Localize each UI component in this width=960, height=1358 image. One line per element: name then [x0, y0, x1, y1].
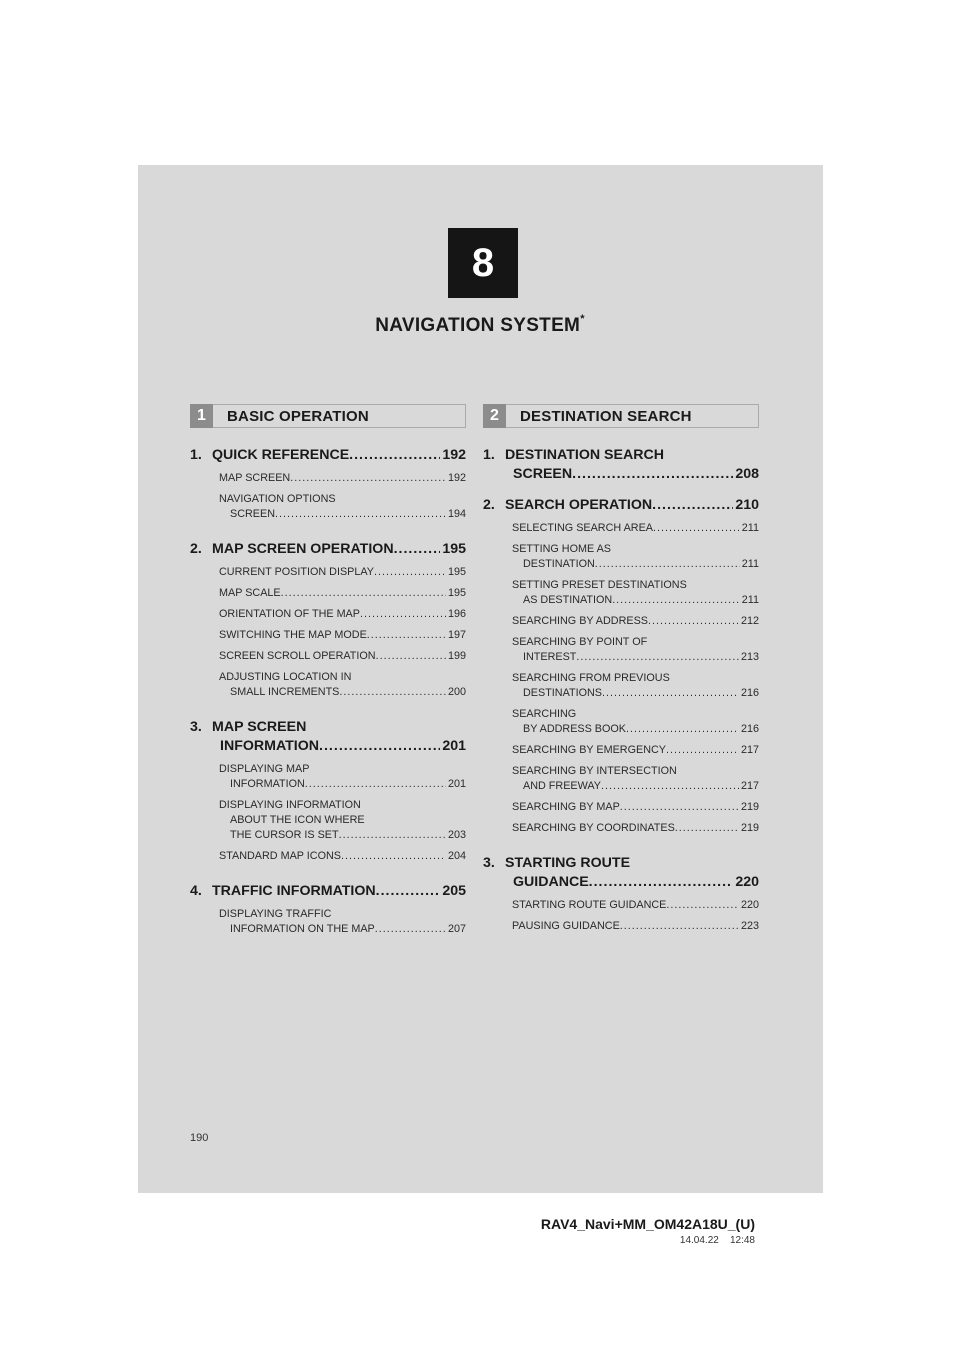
toc-sub-title: CURRENT POSITION DISPLAY	[219, 566, 374, 578]
toc-sub-entry[interactable]	[512, 898, 759, 913]
toc-sub-entry[interactable]	[512, 800, 759, 815]
leader-dots	[666, 898, 739, 913]
toc-page-number: 192	[442, 447, 466, 463]
leader-dots	[653, 521, 740, 536]
leader-dots	[612, 593, 740, 608]
toc-chapter-line	[190, 882, 466, 901]
chapter-number: 8	[471, 240, 495, 285]
toc-sub-entry[interactable]	[219, 762, 466, 792]
toc-sub-entry[interactable]	[512, 764, 759, 794]
toc-sub-line	[512, 764, 759, 779]
toc-chapter-line	[190, 718, 466, 737]
toc-sub-line	[219, 628, 466, 643]
toc-page-number: 196	[447, 608, 466, 620]
toc-page-number: 207	[447, 923, 466, 935]
leader-dots	[360, 607, 446, 622]
toc-page-number: 217	[740, 780, 759, 792]
toc-chapter-number: 1.	[483, 447, 495, 463]
toc-sub-entry[interactable]	[512, 542, 759, 572]
toc-sub-title: SEARCHING BY INTERSECTION	[512, 765, 677, 777]
toc-sub-list	[219, 762, 466, 864]
leader-dots	[376, 649, 446, 664]
toc-sub-title: SEARCHING BY EMERGENCY	[512, 744, 666, 756]
toc-chapter-title: QUICK REFERENCE	[212, 447, 350, 463]
toc-chapter-line	[483, 854, 759, 873]
toc-chapter-number: 4.	[190, 883, 202, 899]
toc-page-number: 195	[442, 541, 466, 557]
toc-sub-line	[219, 777, 466, 792]
footer-date-value: 14.04.22	[679, 1235, 719, 1246]
toc-sub-line	[512, 521, 759, 536]
toc-page-number: 223	[740, 920, 759, 932]
leader-dots	[589, 873, 734, 892]
toc-page-number: 220	[740, 899, 759, 911]
toc-page-number: 211	[741, 522, 759, 534]
toc-sub-line	[512, 635, 759, 650]
toc-sub-title: DISPLAYING TRAFFIC	[219, 908, 332, 920]
toc-sub-title: SEARCHING BY POINT OF	[512, 636, 648, 648]
toc-sub-title: AS DESTINATION	[523, 594, 613, 606]
toc-sub-title: MAP SCREEN	[219, 472, 291, 484]
leader-dots	[376, 882, 441, 901]
leader-dots	[576, 650, 739, 665]
leader-dots	[652, 496, 733, 515]
toc-sub-entry[interactable]	[512, 635, 759, 665]
chapter-number-box	[448, 228, 518, 298]
toc-sub-line	[219, 565, 466, 580]
toc-page-number: 211	[741, 558, 759, 570]
leader-dots	[341, 849, 446, 864]
toc-sub-line	[512, 898, 759, 913]
toc-page-number: 203	[447, 829, 466, 841]
leader-dots	[281, 586, 446, 601]
toc-sub-line	[512, 722, 759, 737]
toc-sub-title: PAUSING GUIDANCE	[512, 920, 620, 932]
toc-sub-title: DISPLAYING MAP	[219, 763, 310, 775]
section-number: 2	[483, 404, 506, 428]
leader-dots	[602, 686, 739, 701]
footer-date	[0, 1235, 755, 1246]
toc-sub-title: INTEREST	[523, 651, 577, 663]
toc-page-number: 201	[442, 738, 466, 754]
toc-sub-line	[219, 798, 466, 813]
toc-sub-title: ABOUT THE ICON WHERE	[230, 814, 365, 826]
toc-sub-line	[219, 471, 466, 486]
leader-dots	[290, 471, 446, 486]
leader-dots	[275, 507, 446, 522]
chapter-title	[0, 315, 960, 337]
chapter-title-text: NAVIGATION SYSTEM	[375, 315, 581, 336]
toc-list	[190, 446, 466, 937]
toc-page-number: 194	[447, 508, 466, 520]
toc-chapter-title: STARTING ROUTE	[505, 855, 631, 871]
leader-dots	[666, 743, 739, 758]
toc-sub-entry[interactable]	[219, 492, 466, 522]
leader-dots	[675, 821, 739, 836]
toc-sub-line	[512, 578, 759, 593]
section-header	[483, 404, 759, 428]
toc-sub-list	[219, 907, 466, 937]
leader-dots	[601, 779, 739, 794]
toc-chapter-entry[interactable]	[190, 540, 466, 559]
toc-page-number: 216	[740, 723, 759, 735]
leader-dots	[374, 565, 446, 580]
toc-sub-title: SWITCHING THE MAP MODE	[219, 629, 367, 641]
toc-chapter-title: GUIDANCE	[513, 874, 589, 890]
toc-chapter-line	[483, 873, 759, 892]
toc-page-number: 219	[740, 801, 759, 813]
section-number: 1	[190, 404, 213, 428]
section-column-destination-search	[483, 404, 759, 952]
footer-code: RAV4_Navi+MM_OM42A18U_(U)	[540, 1216, 755, 1232]
toc-sub-title: NAVIGATION OPTIONS	[219, 493, 336, 505]
toc-sub-title: MAP SCALE	[219, 587, 281, 599]
section-title: BASIC OPERATION	[227, 407, 369, 425]
toc-page-number: 217	[740, 744, 759, 756]
section-title: DESTINATION SEARCH	[520, 407, 692, 425]
toc-sub-line	[512, 614, 759, 629]
toc-page-number: 211	[741, 594, 759, 606]
toc-page-number: 195	[447, 587, 466, 599]
toc-sub-entry[interactable]	[512, 521, 759, 536]
toc-page-number: 192	[447, 472, 466, 484]
toc-sub-title: SEARCHING BY MAP	[512, 801, 620, 813]
toc-chapter-entry[interactable]	[483, 446, 759, 484]
toc-sub-title: DESTINATIONS	[523, 687, 602, 699]
toc-sub-list	[512, 521, 759, 836]
section-column-basic-operation	[190, 404, 466, 955]
toc-sub-line	[512, 686, 759, 701]
toc-sub-title: AND FREEWAY	[523, 780, 601, 792]
toc-sub-entry[interactable]	[512, 578, 759, 608]
toc-page-number: 201	[447, 778, 466, 790]
toc-chapter-number: 3.	[190, 719, 202, 735]
leader-dots	[305, 777, 446, 792]
leader-dots	[339, 828, 446, 843]
toc-chapter-line	[190, 540, 466, 559]
toc-chapter-number: 2.	[190, 541, 202, 557]
toc-sub-line	[219, 507, 466, 522]
toc-chapter-title: SEARCH OPERATION	[505, 497, 653, 513]
toc-sub-line	[219, 907, 466, 922]
toc-chapter-entry[interactable]	[483, 854, 759, 892]
leader-dots	[620, 919, 739, 934]
toc-page-number: 212	[740, 615, 759, 627]
toc-chapter-entry[interactable]	[190, 446, 466, 465]
footer-time-value: 12:48	[729, 1235, 755, 1246]
toc-chapter-line	[190, 446, 466, 465]
toc-sub-line	[219, 685, 466, 700]
toc-sub-entry[interactable]	[219, 565, 466, 580]
toc-sub-entry[interactable]	[219, 607, 466, 622]
toc-sub-line	[512, 593, 759, 608]
toc-sub-title: SEARCHING FROM PREVIOUS	[512, 672, 670, 684]
toc-sub-list	[512, 898, 759, 934]
toc-sub-title: STANDARD MAP ICONS	[219, 850, 341, 862]
toc-sub-title: ORIENTATION OF THE MAP	[219, 608, 360, 620]
toc-page-number: 195	[447, 566, 466, 578]
toc-sub-title: STARTING ROUTE GUIDANCE	[512, 899, 667, 911]
toc-sub-line	[219, 762, 466, 777]
leader-dots	[620, 800, 739, 815]
toc-sub-title: SEARCHING BY COORDINATES	[512, 822, 675, 834]
page-number: 190	[190, 1132, 209, 1144]
toc-page-number: 200	[447, 686, 466, 698]
toc-page-number: 216	[740, 687, 759, 699]
toc-chapter-title: MAP SCREEN	[212, 719, 307, 735]
leader-dots	[595, 557, 740, 572]
toc-sub-line	[219, 649, 466, 664]
leader-dots	[375, 922, 446, 937]
toc-page-number: 204	[447, 850, 466, 862]
toc-sub-entry[interactable]	[512, 614, 759, 629]
toc-sub-line	[219, 828, 466, 843]
leader-dots	[339, 685, 446, 700]
toc-sub-title: SMALL INCREMENTS	[230, 686, 340, 698]
toc-chapter-number: 3.	[483, 855, 495, 871]
toc-page-number: 210	[735, 497, 759, 513]
toc-chapter-title: INFORMATION	[220, 738, 320, 754]
toc-chapter-title: TRAFFIC INFORMATION	[212, 883, 376, 899]
toc-sub-line	[512, 743, 759, 758]
toc-sub-title: DESTINATION	[523, 558, 595, 570]
toc-page-number: 205	[442, 883, 466, 899]
toc-sub-title: INFORMATION	[230, 778, 305, 790]
toc-sub-title: SEARCHING BY ADDRESS	[512, 615, 648, 627]
toc-sub-entry[interactable]	[219, 649, 466, 664]
leader-dots	[349, 446, 440, 465]
toc-chapter-entry[interactable]	[190, 718, 466, 756]
toc-sub-line	[219, 849, 466, 864]
toc-chapter-line	[483, 496, 759, 515]
toc-sub-entry[interactable]	[512, 707, 759, 737]
toc-sub-entry[interactable]	[512, 671, 759, 701]
toc-sub-entry[interactable]	[219, 670, 466, 700]
toc-chapter-title: SCREEN	[513, 466, 573, 482]
toc-sub-line	[219, 586, 466, 601]
toc-sub-title: SETTING PRESET DESTINATIONS	[512, 579, 687, 591]
toc-sub-title: DISPLAYING INFORMATION	[219, 799, 361, 811]
toc-sub-entry[interactable]	[219, 471, 466, 486]
toc-sub-list	[219, 471, 466, 522]
toc-sub-line	[512, 650, 759, 665]
leader-dots	[572, 465, 733, 484]
toc-sub-line	[512, 671, 759, 686]
toc-page-number: 199	[447, 650, 466, 662]
toc-chapter-entry[interactable]	[483, 496, 759, 515]
toc-sub-title: SELECTING SEARCH AREA	[512, 522, 653, 534]
leader-dots	[626, 722, 739, 737]
toc-chapter-line	[483, 446, 759, 465]
leader-dots	[319, 737, 440, 756]
toc-sub-line	[219, 670, 466, 685]
toc-sub-list	[219, 565, 466, 700]
toc-sub-title: ADJUSTING LOCATION IN	[219, 671, 352, 683]
leader-dots	[394, 540, 441, 559]
toc-sub-title: BY ADDRESS BOOK	[523, 723, 627, 735]
toc-sub-entry[interactable]	[219, 907, 466, 937]
toc-sub-entry[interactable]	[512, 919, 759, 934]
toc-page-number: 219	[740, 822, 759, 834]
toc-sub-title: SCREEN	[230, 508, 275, 520]
toc-sub-line	[512, 779, 759, 794]
toc-chapter-number: 1.	[190, 447, 202, 463]
toc-page-number: 220	[735, 874, 759, 890]
toc-chapter-title: DESTINATION SEARCH	[505, 447, 664, 463]
toc-sub-line	[219, 813, 466, 828]
toc-sub-entry[interactable]	[512, 821, 759, 836]
toc-sub-line	[512, 821, 759, 836]
toc-page-number: 197	[447, 629, 466, 641]
leader-dots	[367, 628, 446, 643]
leader-dots	[648, 614, 739, 629]
toc-sub-title: SCREEN SCROLL OPERATION	[219, 650, 376, 662]
toc-sub-line	[512, 542, 759, 557]
toc-list	[483, 446, 759, 934]
toc-sub-entry[interactable]	[512, 743, 759, 758]
toc-sub-title: SETTING HOME AS	[512, 543, 611, 555]
toc-sub-entry[interactable]	[219, 798, 466, 843]
toc-chapter-entry[interactable]	[190, 882, 466, 901]
toc-sub-line	[219, 607, 466, 622]
toc-page-number: 208	[735, 466, 759, 482]
toc-sub-line	[219, 922, 466, 937]
toc-sub-title: SEARCHING	[512, 708, 577, 720]
toc-sub-line	[512, 919, 759, 934]
toc-sub-line	[512, 707, 759, 722]
toc-chapter-line	[483, 465, 759, 484]
toc-sub-entry[interactable]	[219, 628, 466, 643]
chapter-title-mark: *	[580, 313, 585, 325]
toc-sub-title: INFORMATION ON THE MAP	[230, 923, 375, 935]
toc-sub-entry[interactable]	[219, 586, 466, 601]
toc-sub-title: THE CURSOR IS SET	[230, 829, 339, 841]
toc-sub-line	[512, 800, 759, 815]
toc-chapter-line	[190, 737, 466, 756]
section-header	[190, 404, 466, 428]
toc-sub-line	[512, 557, 759, 572]
toc-chapter-number: 2.	[483, 497, 495, 513]
toc-sub-line	[219, 492, 466, 507]
toc-chapter-title: MAP SCREEN OPERATION	[212, 541, 394, 557]
toc-page-number: 213	[740, 651, 759, 663]
toc-sub-entry[interactable]	[219, 849, 466, 864]
